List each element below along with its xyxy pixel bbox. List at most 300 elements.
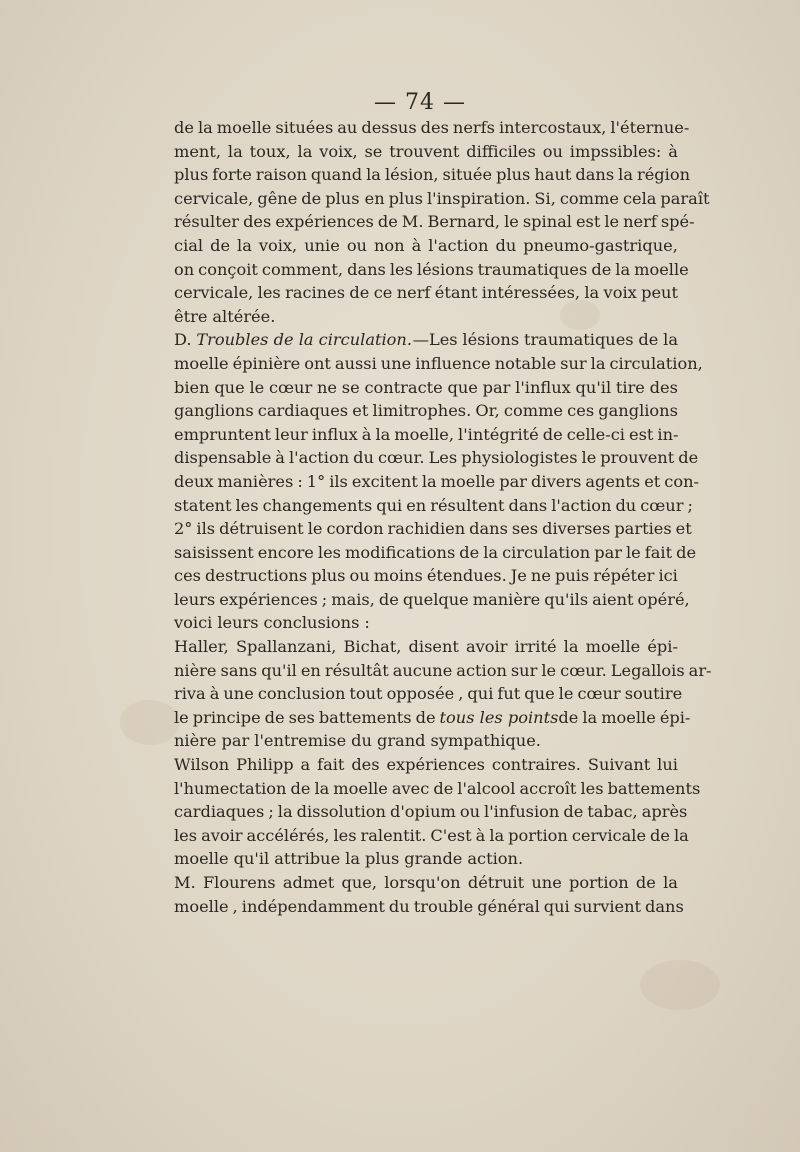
word: ont [304, 353, 331, 373]
word: ; [321, 589, 328, 609]
word: destructions [205, 566, 308, 586]
word: 1° [306, 471, 326, 491]
word: cervicale, [174, 283, 254, 303]
word: du [388, 896, 410, 916]
word: trouvent [389, 141, 460, 161]
word: région [636, 165, 690, 185]
word: l'alcool [457, 778, 516, 798]
word: cial [174, 235, 204, 255]
word: peut [641, 283, 678, 303]
word: action. [467, 849, 524, 869]
word: D. [174, 330, 192, 350]
word: leurs [174, 589, 216, 609]
italic-word: tous les points [439, 707, 559, 727]
text-line [174, 305, 678, 329]
text-line [174, 210, 695, 234]
word: statent [174, 495, 232, 515]
word: la [663, 873, 678, 892]
word: opéré, [637, 589, 690, 609]
word: aucune [392, 660, 453, 680]
word: nerf [396, 283, 431, 303]
word: ar- [688, 660, 712, 680]
word: la [483, 542, 499, 562]
word: épi- [659, 707, 691, 727]
word: la [197, 118, 213, 137]
word: accroît [519, 778, 577, 798]
word: et [675, 519, 692, 539]
word: est [575, 212, 601, 232]
text-line [174, 399, 678, 423]
word: qui [376, 495, 403, 515]
word: tire [615, 377, 645, 397]
word: action [456, 660, 507, 680]
word: résultent [430, 495, 505, 515]
word: les [333, 825, 357, 845]
word: avoir [466, 637, 508, 657]
word: la [590, 353, 606, 373]
word: conçoit [198, 259, 258, 279]
word: dans [645, 896, 684, 916]
text-line [174, 753, 678, 777]
word: d'opium [389, 802, 456, 822]
word: soutire [624, 684, 683, 704]
word: de [635, 873, 656, 892]
word: unie [304, 235, 340, 255]
text-line [174, 635, 678, 659]
word: manière [472, 589, 541, 609]
word: ses [288, 707, 315, 727]
word: plus [174, 165, 209, 185]
word: agents [585, 471, 641, 491]
word: au [337, 118, 358, 137]
text-line [174, 187, 710, 211]
word: avoir [201, 825, 243, 845]
word: con- [664, 471, 699, 491]
word: Spallanzani, [235, 637, 337, 657]
word: ganglions [174, 401, 254, 421]
word: tabac, [587, 802, 638, 822]
word: après [641, 802, 688, 822]
word: fait [644, 542, 673, 562]
word: les [389, 259, 413, 279]
word: nerfs [452, 118, 495, 137]
word: l'intégrité [458, 424, 539, 444]
word: la [582, 707, 598, 727]
word: la [366, 165, 381, 185]
word: ou [542, 141, 563, 161]
word: Suivant [587, 755, 651, 775]
text-line [174, 163, 690, 187]
word: que [447, 377, 478, 397]
word: la [489, 825, 505, 845]
word: circulation, [609, 353, 703, 373]
word: spinal [522, 212, 572, 232]
word: la [227, 141, 243, 161]
word: le [581, 448, 597, 468]
word: Je [510, 566, 527, 586]
word: moelle [174, 353, 229, 373]
word: du [615, 495, 637, 515]
word: du [351, 731, 372, 751]
word: dans [347, 259, 386, 279]
word: dans [508, 495, 548, 515]
word: de [264, 707, 285, 727]
paper-stain [640, 960, 720, 1010]
word: racines [285, 283, 346, 303]
word: de [433, 778, 454, 798]
word: et [644, 471, 661, 491]
word: une [223, 684, 254, 704]
word: des [351, 755, 380, 775]
word: se [341, 377, 360, 397]
word: la [314, 778, 330, 798]
word: Bichat, [343, 637, 402, 657]
word: nière [174, 731, 217, 751]
text-line [174, 446, 699, 470]
word: altérée. [212, 306, 276, 326]
word: forte [212, 165, 252, 185]
word: parties [614, 519, 672, 539]
word: nerf [623, 212, 657, 232]
word: de [563, 802, 584, 822]
text-line [174, 328, 678, 352]
text-line [174, 659, 712, 683]
word: lésions [416, 259, 474, 279]
text-line [174, 423, 678, 447]
word: celle-ci [566, 424, 625, 444]
word: comme [503, 401, 564, 421]
word: grand [376, 731, 426, 751]
word: ; [687, 495, 693, 515]
word: l'inspiration. [426, 188, 531, 208]
italic-word: Troubles de la circulation. [196, 330, 412, 350]
word: moelle [440, 471, 496, 491]
word: empruntent [174, 424, 271, 444]
word: contracte [364, 377, 443, 397]
word: deux [174, 471, 214, 491]
word: conclusions [263, 613, 360, 633]
word: dessus [361, 118, 417, 137]
word: ganglions [598, 401, 678, 421]
word: étendues. [426, 566, 507, 586]
word: ou [346, 235, 367, 255]
word: de [591, 259, 612, 279]
word: épi- [647, 637, 678, 657]
word: gêne [257, 188, 298, 208]
word: modifications [344, 542, 456, 562]
word: les [174, 825, 198, 845]
word: de [558, 707, 579, 727]
word: qu'il [575, 377, 612, 397]
word: saisissent [174, 542, 254, 562]
word: la [277, 802, 293, 822]
text-line [174, 376, 678, 400]
word: lésion, [384, 165, 439, 185]
word: la [345, 849, 360, 869]
word: opposée [386, 684, 455, 704]
page-number: — 74 — [374, 90, 466, 115]
word: quelque [402, 589, 469, 609]
word: Bernard, [427, 212, 501, 232]
word: le [541, 660, 557, 680]
word: de [650, 825, 670, 845]
word: cardiaques [174, 802, 265, 822]
word: intercostaux, [498, 118, 607, 137]
word: et [352, 401, 369, 421]
word: lui [657, 755, 678, 775]
word: à [668, 141, 678, 161]
word: bien [174, 377, 210, 397]
text-line [174, 682, 683, 706]
word: par [482, 377, 511, 397]
word: , [458, 684, 464, 704]
word: lésions [462, 330, 520, 350]
text-line [174, 777, 701, 801]
text-line [174, 281, 678, 305]
word: dissolution [296, 802, 386, 822]
word: leurs [217, 613, 259, 633]
word: de [174, 118, 194, 137]
word: que [214, 377, 245, 397]
word: plus en [325, 188, 385, 208]
word: traumatiques [523, 330, 634, 350]
word: l'infusion [484, 802, 560, 822]
word: paraît [660, 188, 710, 208]
word: ne [530, 566, 551, 586]
paper-stain [120, 700, 180, 745]
word: de [678, 448, 699, 468]
word: : [364, 613, 370, 633]
word: la [237, 235, 252, 255]
word: de [378, 589, 399, 609]
word: limitrophes. [372, 401, 472, 421]
word: l'action [428, 235, 489, 255]
word: être [174, 306, 208, 326]
word: le [174, 707, 189, 727]
text-line [174, 352, 703, 376]
word: cela [622, 188, 657, 208]
word: Haller, [174, 637, 229, 657]
word: le [625, 542, 641, 562]
text-line [174, 234, 678, 258]
word: raison [255, 165, 307, 185]
word: à [411, 235, 422, 255]
text-line [174, 140, 678, 164]
word: cœur [577, 684, 621, 704]
word: ses [511, 519, 539, 539]
word: circulation [502, 542, 591, 562]
word: moelle [333, 778, 388, 798]
word: de [676, 542, 697, 562]
word: principe [192, 707, 261, 727]
word: aussi [334, 353, 377, 373]
word: la [615, 259, 631, 279]
word: tout [349, 684, 383, 704]
word: des [649, 377, 678, 397]
word: le [504, 212, 519, 232]
word: ; [268, 802, 274, 822]
word: contraires. [491, 755, 581, 775]
word: comment, [261, 259, 344, 279]
word: voix [603, 283, 637, 303]
word: à [475, 825, 486, 845]
word: ou [459, 802, 481, 822]
text-line [174, 116, 690, 140]
word: de [415, 707, 436, 727]
word: disent [408, 637, 459, 657]
word: voici [174, 613, 213, 633]
word: de [459, 542, 480, 562]
word: le [558, 684, 574, 704]
word: plus [311, 566, 346, 586]
body-text [174, 116, 712, 918]
word: intéressées, [481, 283, 581, 303]
word: les [235, 495, 259, 515]
word: étant [434, 283, 478, 303]
word: moins [373, 566, 423, 586]
word: riva [174, 684, 206, 704]
word: qu'il [233, 849, 270, 869]
text-line [174, 588, 690, 612]
word: moelle [174, 896, 229, 916]
word: ce [373, 283, 393, 303]
word: impssibles: [569, 141, 662, 161]
word: moelle, [394, 424, 455, 444]
word: dans [469, 519, 508, 539]
word: comme [559, 188, 619, 208]
text-line [174, 611, 678, 635]
word: par [499, 471, 528, 491]
text-line [174, 564, 678, 588]
word: que [524, 684, 555, 704]
word: plus [388, 188, 423, 208]
word: les [257, 283, 281, 303]
word: ralentit. [360, 825, 427, 845]
word: fut [497, 684, 521, 704]
word: battements [318, 707, 412, 727]
word: moelle [634, 259, 689, 279]
word: de [290, 778, 311, 798]
word: l'éternue- [610, 118, 690, 137]
word: indépendamment [241, 896, 385, 916]
word: détruit [467, 873, 525, 892]
word: à [275, 448, 285, 468]
word: avec [391, 778, 430, 798]
word: grande [404, 849, 463, 869]
word: se [364, 141, 383, 161]
word: expériences [219, 589, 318, 609]
word: l'influx [515, 377, 571, 397]
text-line [174, 800, 688, 824]
word: aient [592, 589, 634, 609]
word: portion [569, 873, 629, 892]
word: épinière [232, 353, 301, 373]
word: Philipp [236, 755, 294, 775]
word: battements [607, 778, 701, 798]
word: l'action [288, 448, 350, 468]
word: ne [317, 377, 338, 397]
word: en [406, 495, 427, 515]
word: excitent [351, 471, 418, 491]
word: de [349, 283, 370, 303]
word: accélérés, [246, 825, 330, 845]
word: nière [174, 660, 217, 680]
word: leur [274, 424, 308, 444]
word: Wilson [174, 755, 230, 775]
word: la [663, 330, 678, 350]
word: plus [496, 165, 531, 185]
word: la [297, 141, 313, 161]
word: qui [543, 896, 570, 916]
word: physiologistes [461, 448, 578, 468]
text-line [174, 470, 699, 494]
word: le [307, 519, 323, 539]
word: les [317, 542, 341, 562]
word: la [618, 165, 633, 185]
word: ces [567, 401, 595, 421]
word: général [477, 896, 540, 916]
word: des [420, 118, 449, 137]
text-line [174, 871, 678, 895]
word: de [542, 424, 563, 444]
word: C'est [430, 825, 472, 845]
word: puis [554, 566, 590, 586]
word: sur [560, 353, 587, 373]
word: de [638, 330, 659, 350]
word: moelle [174, 849, 229, 869]
word: des [243, 212, 272, 232]
word: une [531, 873, 562, 892]
word: —Les [412, 330, 458, 350]
word: M. [174, 873, 196, 892]
text-line [174, 541, 697, 565]
word: situées [275, 118, 334, 137]
word: détruisent [219, 519, 304, 539]
word: située [442, 165, 493, 185]
text-line [174, 824, 689, 848]
word: , [232, 896, 238, 916]
word: l'entremise [254, 731, 347, 751]
word: la [563, 637, 579, 657]
word: ils [329, 471, 348, 491]
word: la [421, 471, 437, 491]
word: fait [317, 755, 345, 775]
word: rachidien [387, 519, 466, 539]
word: l'humectation [174, 778, 287, 798]
word: irrité [514, 637, 557, 657]
word: notable [494, 353, 557, 373]
word: Les [428, 448, 458, 468]
word: résultât [324, 660, 389, 680]
word: influx [311, 424, 358, 444]
word: cardiaques [257, 401, 349, 421]
word: de [301, 188, 322, 208]
word: sans [220, 660, 258, 680]
word: survient [573, 896, 642, 916]
word: cervicale [571, 825, 647, 845]
word: à [209, 684, 220, 704]
word: qu'ils [544, 589, 589, 609]
word: voix, [258, 235, 298, 255]
word: a [300, 755, 311, 775]
word: du [495, 235, 517, 255]
word: moelle [216, 118, 272, 137]
word: mais, [331, 589, 375, 609]
text-line [174, 258, 689, 282]
word: le [604, 212, 620, 232]
word: traumatiques [477, 259, 588, 279]
word: cœur. [377, 448, 425, 468]
